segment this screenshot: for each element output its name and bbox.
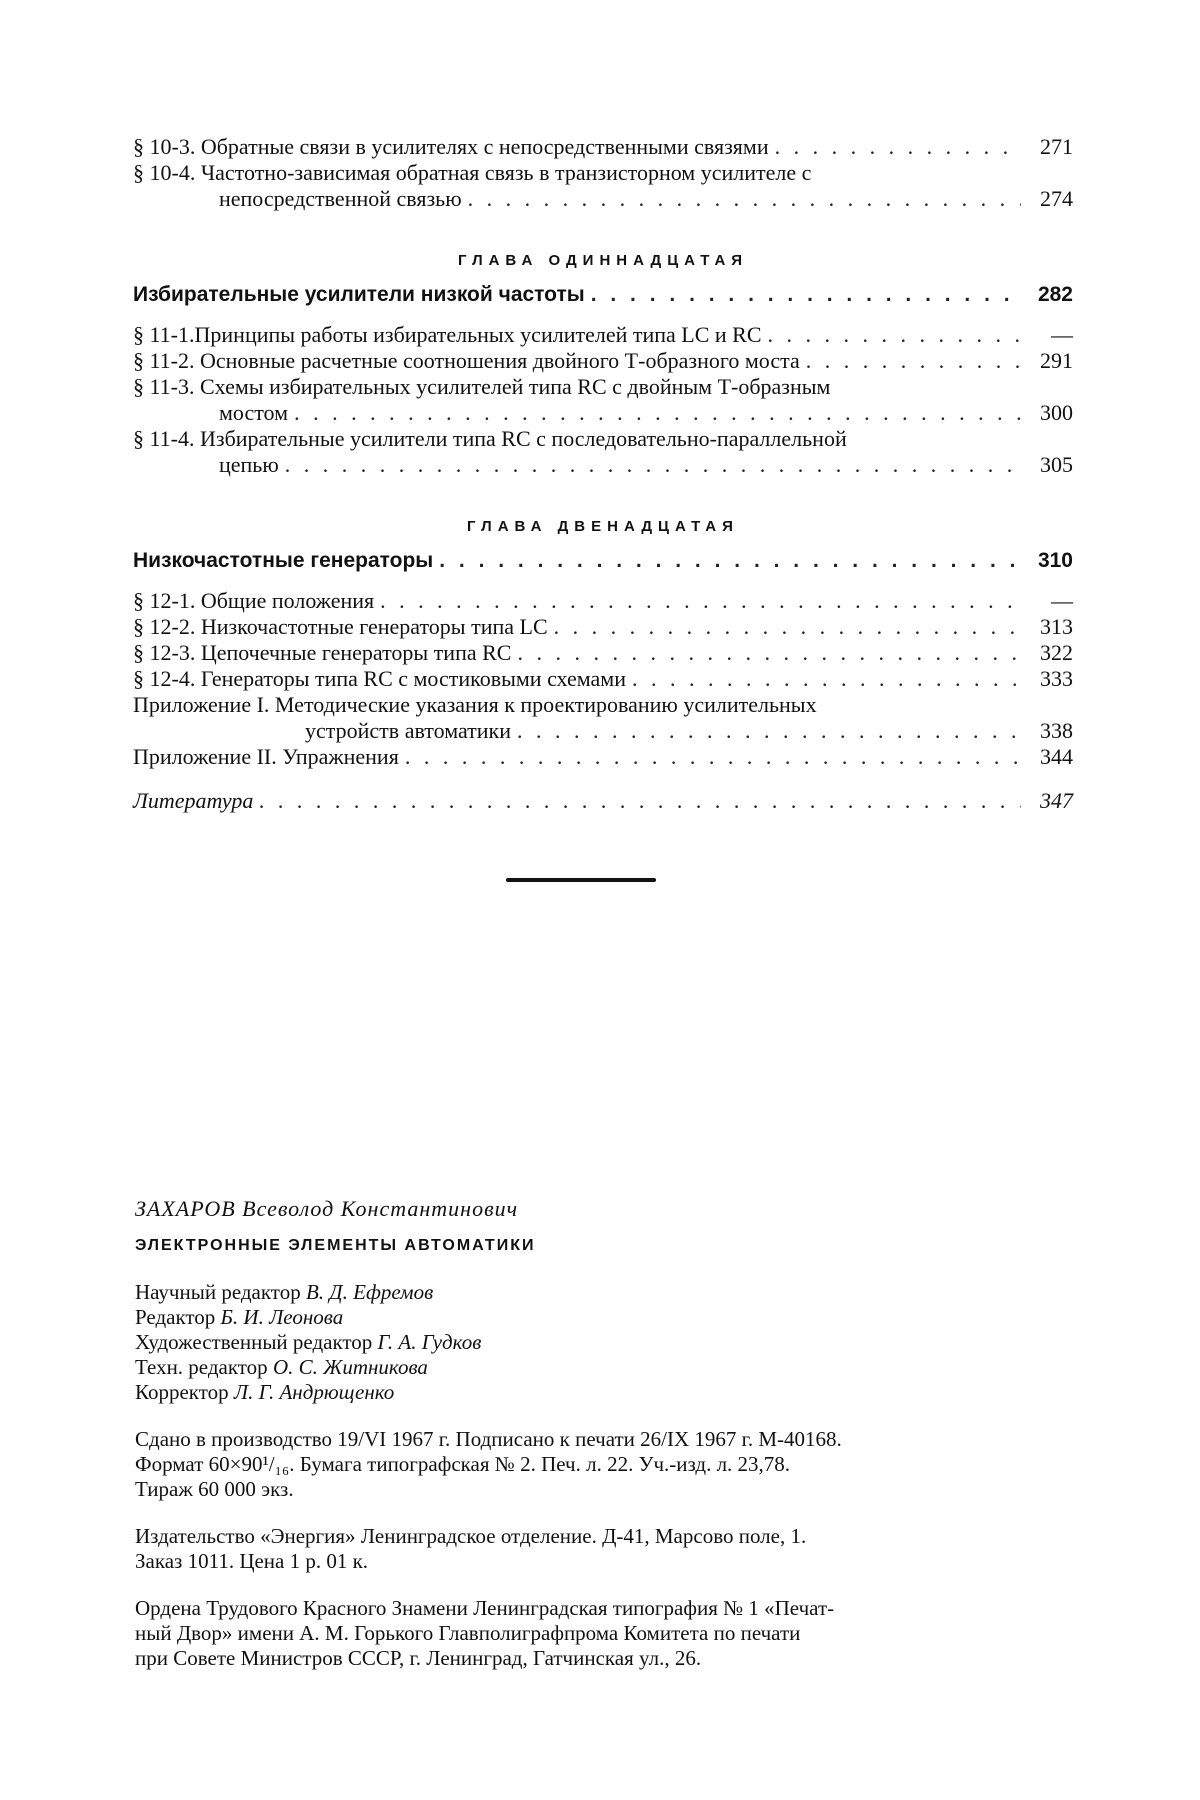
author-name: ЗАХАРОВ Всеволод Константинович [135,1196,519,1221]
book-title: ЭЛЕКТРОННЫЕ ЭЛЕМЕНТЫ АВТОМАТИКИ [135,1237,536,1254]
toc-entry-page: 305 [1040,452,1073,477]
credit-role: Научный редактор [135,1280,301,1304]
toc-entry-label: § 11-1.Принципы работы избирательных усилителей типа LC и RC [133,322,762,347]
toc-entry-label-cont: непосредственной связью [219,186,462,211]
credit-role: Корректор [135,1380,229,1404]
publisher-line: Издательство «Энергия» Ленинградское отделение. Д-41, Марсово поле, 1. [135,1524,807,1548]
toc-entry-page: 344 [1040,744,1073,769]
credit-name: Б. И. Леонова [220,1305,344,1329]
divider-rule [506,878,656,882]
toc-entry-label-cont: устройств автоматики [305,718,512,743]
table-of-contents [133,134,1073,814]
literature-page: 347 [1040,788,1073,813]
credit-line [135,1355,1065,1380]
publisher-line: Заказ 1011. Цена 1 р. 01 к. [135,1549,369,1573]
toc-entry-11-4 [133,426,1073,478]
printer-line: при Совете Министров СССР, г. Ленинград, Гатчинская ул., 26. [135,1646,702,1670]
toc-entry-label: § 12-3. Цепочечные генераторы типа RC [133,640,512,665]
chapter-page: 282 [1037,283,1073,306]
credit-line [135,1280,1065,1305]
chapter-title: Избирательные усилители низкой частоты [133,283,585,306]
toc-entry-page: 291 [1040,348,1073,373]
printer-line: ный Двор» имени А. М. Горького Главполиграфпрома Комитета по печати [135,1621,801,1645]
credit-line [135,1330,1065,1355]
literature-label: Литература [133,788,254,813]
toc-entry-label: § 12-4. Генераторы типа RC с мостиковыми схемами [133,666,626,691]
toc-entry-label-cont: цепью [219,452,279,477]
toc-entry-11-1 [133,322,1073,348]
toc-entry-12-2 [133,614,1073,640]
toc-entry-label: § 12-2. Низкочастотные генераторы типа LC [133,614,548,639]
toc-entry-label: § 10-4. Частотно-зависимая обратная связь в транзисторном усилителе с [133,160,812,185]
toc-entry-page: 274 [1040,186,1073,211]
toc-entry-10-3 [133,134,1073,160]
toc-entry-page: 300 [1040,400,1073,425]
toc-entry-page: 271 [1040,134,1073,159]
toc-entry-label: Приложение II. Упражнения [133,744,399,769]
printer-line: Ордена Трудового Красного Знамени Ленинградская типография № 1 «Печат- [135,1596,835,1620]
credit-role: Редактор [135,1305,216,1329]
credit-name: Г. А. Гудков [377,1330,482,1354]
toc-entry-page: 333 [1040,666,1073,691]
toc-entry-page: — [1051,588,1073,613]
toc-literature [133,788,1073,814]
printer-info [135,1596,1065,1671]
chapter-title-row [133,548,1073,574]
credit-name: В. Д. Ефремов [305,1280,434,1304]
credit-role: Художественный редактор [135,1330,373,1354]
production-line: Тираж 60 000 экз. [135,1477,294,1501]
production-line: Сдано в производство 19/VI 1967 г. Подписано к печати 26/IX 1967 г. М-40168. [135,1427,842,1451]
toc-entry-label: § 12-1. Общие положения [133,588,375,613]
toc-entry-12-3 [133,640,1073,666]
toc-entry-label: § 11-2. Основные расчетные соотношения двойного Т-образного моста [133,348,800,373]
publisher-info [135,1524,1065,1574]
toc-entry-page: — [1051,322,1073,347]
credit-name: Л. Г. Андрющенко [233,1380,395,1404]
chapter-heading: ГЛАВА ОДИННАДЦАТАЯ [457,252,749,269]
toc-entry-page: 322 [1040,640,1073,665]
toc-entry-12-4 [133,666,1073,692]
credit-role: Техн. редактор [135,1355,268,1379]
toc-entry-11-2 [133,348,1073,374]
chapter-page: 310 [1037,549,1073,572]
toc-entry-12-1 [133,588,1073,614]
toc-entry-label: Приложение I. Методические указания к проектированию усилительных [133,692,817,717]
toc-entry-page: 338 [1040,718,1073,743]
credit-line [135,1380,1065,1405]
chapter-title: Низкочастотные генераторы [133,549,434,572]
toc-entry-page: 313 [1040,614,1073,639]
production-line: Формат 60×90¹/₁₆. Бумага типографская № 2. Печ. л. 22. Уч.-изд. л. 23,78. [135,1452,791,1476]
credits [135,1280,1065,1405]
toc-entry-10-4 [133,160,1073,212]
toc-entry-11-3 [133,374,1073,426]
toc-entry-label: § 11-4. Избирательные усилители типа RC с последовательно-параллельной [133,426,847,451]
credit-name: О. С. Житникова [272,1355,428,1379]
toc-appendix-2 [133,744,1073,770]
production-info [135,1427,1065,1502]
toc-entry-label-cont: мостом [219,400,289,425]
chapter-title-row [133,282,1073,308]
chapter-heading: ГЛАВА ДВЕНАДЦАТАЯ [467,518,739,535]
toc-entry-label: § 11-3. Схемы избирательных усилителей типа RC с двойным Т-образным [133,374,831,399]
toc-appendix-1 [133,692,1073,744]
imprint [135,1196,1065,1671]
toc-entry-label: § 10-3. Обратные связи в усилителях с непосредственными связями [133,134,769,159]
credit-line [135,1305,1065,1330]
